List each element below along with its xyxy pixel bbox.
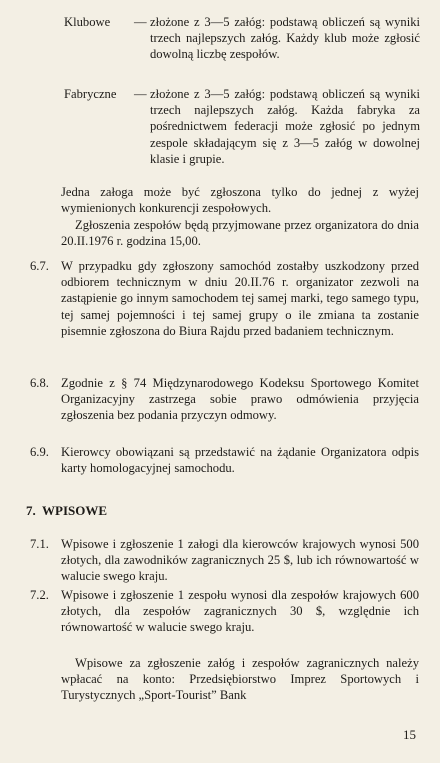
- item-text: Wpisowe i zgłoszenie 1 załogi dla kierowców krajowych wynosi 500 złotych, dla zawodników zagranicznych 25 $, lub ich równowartość w walucie swego kraju.: [61, 537, 419, 584]
- definition-text: złożone z 3—5 załóg: podstawą obliczeń są wyniki trzech najlepszych załóg. Każdy klub może zgłosić dowolną liczbę zespołów.: [150, 15, 420, 62]
- definition-text: złożone z 3—5 załóg: podstawą obliczeń są wyniki trzech najlepszych załóg. Każda fabryka za pośrednictwem federacji może zgłosić po jednym zespole składającym się z 3—5 załóg w dowolnej klasie i grupie.: [150, 87, 420, 166]
- definition-term: Klubowe: [64, 15, 111, 29]
- item-7-1: [30, 536, 419, 585]
- item-number: 7.2.: [30, 588, 49, 602]
- definition-klubowe: [64, 14, 420, 63]
- definition-term: Fabryczne: [64, 87, 117, 101]
- item-number: 6.9.: [30, 445, 49, 459]
- definition-dash: —: [134, 15, 147, 29]
- item-number: 7.1.: [30, 537, 49, 551]
- item-text: Zgodnie z § 74 Międzynarodowego Kodeksu Sportowego Komitet Organizacyjny zastrzega sobie prawo odmówienia przyjęcia zgłoszenia bez podania przyczyn odmowy.: [61, 376, 419, 423]
- paragraph-bank-account: Wpisowe za zgłoszenie załóg i zespołów zagranicznych należy wpłacać na konto: Przedsiębiorstwo Imprez Sportowych i Turystycznych „Sport-Tourist” Bank: [61, 656, 419, 703]
- item-6-7: [30, 258, 419, 339]
- section-heading: [26, 503, 107, 519]
- item-6-8: [30, 375, 419, 424]
- definition-dash: —: [134, 87, 147, 101]
- item-6-9: [30, 444, 419, 476]
- item-text: Kierowcy obowiązani są przedstawić na żądanie Organizatora odpis karty homologacyjnej samochodu.: [61, 445, 419, 476]
- item-number: 6.8.: [30, 376, 49, 390]
- page-number: 15: [403, 727, 416, 742]
- item-text: W przypadku gdy zgłoszony samochód zostałby uszkodzony przed odbiorem technicznym w dniu 20.II.76 r. organizator zezwoli na zastąpienie go innym samochodem tej samej marki, tego samego typu, tej samej pojemności i tej samej grupy o ile zmiana ta zostanie pisemnie zgłoszona do Biura Rajdu przed badaniem technicznym.: [61, 259, 419, 338]
- item-text: Wpisowe i zgłoszenie 1 zespołu wynosi dla zespołów krajowych 600 złotych, dla zespołów zagranicznych 30 $, względnie ich równowartość w walucie swego kraju.: [61, 588, 419, 635]
- item-number: 6.7.: [30, 259, 49, 273]
- paragraph-one-team: Jedna załoga może być zgłoszona tylko do jednej z wyżej wymienionych konkurencji zespołowych.: [61, 185, 419, 216]
- item-7-2: [30, 587, 419, 636]
- section-number: 7.: [26, 503, 36, 518]
- paragraph-deadline: Zgłoszenia zespołów będą przyjmowane przez organizatora do dnia 20.II.1976 r. godzina 15,00.: [61, 218, 419, 249]
- definition-fabryczne: [64, 86, 420, 167]
- section-title: WPISOWE: [42, 503, 108, 518]
